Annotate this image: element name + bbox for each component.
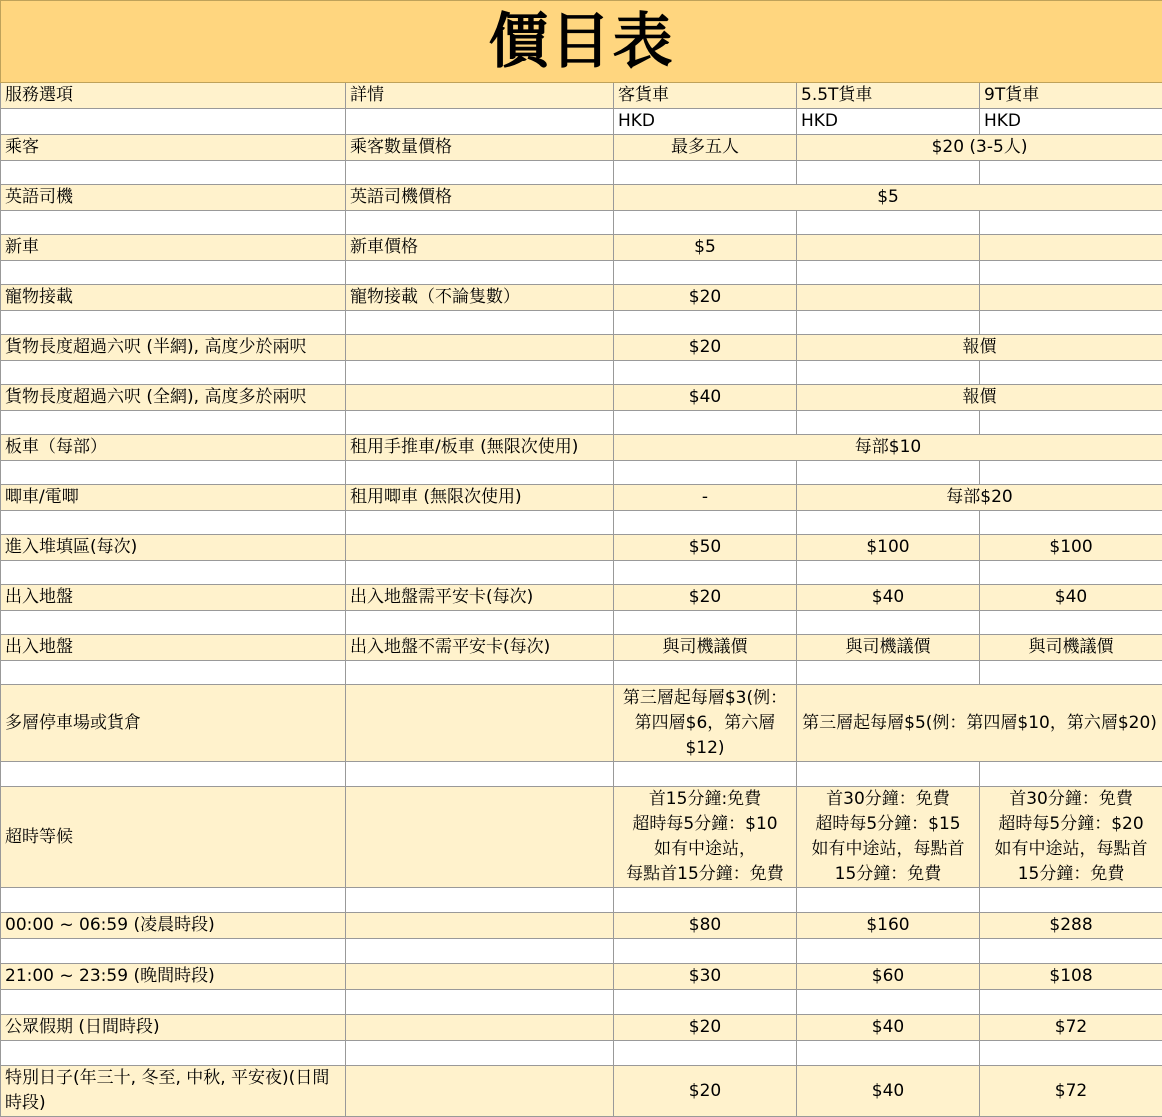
- currency-truck-9t: HKD: [980, 109, 1162, 135]
- row-landfill-truck-5-5t: $100: [797, 535, 980, 561]
- row-holiday-truck-9t: $72: [980, 1015, 1162, 1041]
- currency-van: HKD: [614, 109, 797, 135]
- row-site-nocard-truck-9t: 與司機議價: [980, 635, 1162, 661]
- row-cargo-half-van: $20: [614, 335, 797, 361]
- row-holiday-van: $20: [614, 1015, 797, 1041]
- row-trolley-price: 每部$10: [614, 435, 1162, 461]
- row-cargo-full-trucks: 報價: [797, 385, 1162, 411]
- header-van: 客貨車: [614, 83, 797, 109]
- row-site-card-truck-5-5t: $40: [797, 585, 980, 611]
- header-truck-5-5t: 5.5T貨車: [797, 83, 980, 109]
- row-passenger-van: 最多五人: [614, 135, 797, 161]
- row-trolley-detail: 租用手推車/板車 (無限次使用): [346, 435, 614, 461]
- row-early-van: $80: [614, 913, 797, 939]
- row-landfill-van: $50: [614, 535, 797, 561]
- row-trolley-name: 板車（每部）: [1, 435, 346, 461]
- row-special-name: 特別日子(年三十, 冬至, 中秋, 平安夜)(日間時段): [1, 1066, 346, 1117]
- row-site-card-name: 出入地盤: [1, 585, 346, 611]
- row-newcar-van: $5: [614, 235, 797, 261]
- row-early-name: 00:00 ~ 06:59 (凌晨時段): [1, 913, 346, 939]
- row-pet-van: $20: [614, 285, 797, 311]
- row-landfill-name: 進入堆填區(每次): [1, 535, 346, 561]
- row-carpark-van: 第三層起每層$3(例：第四層$6，第六層$12): [614, 685, 797, 762]
- row-early-truck-9t: $288: [980, 913, 1162, 939]
- header-service: 服務選項: [1, 83, 346, 109]
- row-crane-van: -: [614, 485, 797, 511]
- currency-truck-5-5t: HKD: [797, 109, 980, 135]
- row-crane-name: 唧車/電唧: [1, 485, 346, 511]
- row-site-nocard-van: 與司機議價: [614, 635, 797, 661]
- row-newcar-detail: 新車價格: [346, 235, 614, 261]
- row-night-truck-5-5t: $60: [797, 964, 980, 990]
- row-site-nocard-truck-5-5t: 與司機議價: [797, 635, 980, 661]
- row-holiday-truck-5-5t: $40: [797, 1015, 980, 1041]
- row-english-name: 英語司機: [1, 185, 346, 211]
- row-holiday-name: 公眾假期 (日間時段): [1, 1015, 346, 1041]
- row-waiting-name: 超時等候: [1, 787, 346, 888]
- row-carpark-name: 多層停車場或貨倉: [1, 685, 346, 762]
- row-site-card-van: $20: [614, 585, 797, 611]
- row-carpark-trucks: 第三層起每層$5(例：第四層$10，第六層$20): [797, 685, 1162, 762]
- row-early-truck-5-5t: $160: [797, 913, 980, 939]
- row-special-truck-9t: $72: [980, 1066, 1162, 1117]
- row-night-van: $30: [614, 964, 797, 990]
- row-site-nocard-name: 出入地盤: [1, 635, 346, 661]
- header-detail: 詳情: [346, 83, 614, 109]
- row-site-card-detail: 出入地盤需平安卡(每次): [346, 585, 614, 611]
- row-waiting-truck-9t: 首30分鐘：免費 超時每5分鐘：$20 如有中途站，每點首 15分鐘：免費: [980, 787, 1162, 888]
- row-cargo-half-name: 貨物長度超過六呎 (半網), 高度少於兩呎: [1, 335, 346, 361]
- row-crane-trucks: 每部$20: [797, 485, 1162, 511]
- row-special-van: $20: [614, 1066, 797, 1117]
- row-passenger-trucks: $20 (3-5人): [797, 135, 1162, 161]
- row-english-price: $5: [614, 185, 1162, 211]
- row-passenger-detail: 乘客數量價格: [346, 135, 614, 161]
- row-waiting-truck-5-5t: 首30分鐘：免費 超時每5分鐘：$15 如有中途站，每點首 15分鐘：免費: [797, 787, 980, 888]
- row-pet-detail: 寵物接載（不論隻數）: [346, 285, 614, 311]
- row-pet-name: 寵物接載: [1, 285, 346, 311]
- row-cargo-half-trucks: 報價: [797, 335, 1162, 361]
- row-site-nocard-detail: 出入地盤不需平安卡(每次): [346, 635, 614, 661]
- row-site-card-truck-9t: $40: [980, 585, 1162, 611]
- row-newcar-name: 新車: [1, 235, 346, 261]
- row-landfill-truck-9t: $100: [980, 535, 1162, 561]
- header-truck-9t: 9T貨車: [980, 83, 1162, 109]
- row-crane-detail: 租用唧車 (無限次使用): [346, 485, 614, 511]
- row-passenger-name: 乘客: [1, 135, 346, 161]
- row-english-detail: 英語司機價格: [346, 185, 614, 211]
- row-special-truck-5-5t: $40: [797, 1066, 980, 1117]
- row-cargo-full-van: $40: [614, 385, 797, 411]
- row-cargo-full-name: 貨物長度超過六呎 (全網), 高度多於兩呎: [1, 385, 346, 411]
- page-title: 價目表: [1, 1, 1162, 83]
- row-night-name: 21:00 ~ 23:59 (晚間時段): [1, 964, 346, 990]
- row-night-truck-9t: $108: [980, 964, 1162, 990]
- row-waiting-van: 首15分鐘:免費 超時每5分鐘：$10 如有中途站， 每點首15分鐘：免費: [614, 787, 797, 888]
